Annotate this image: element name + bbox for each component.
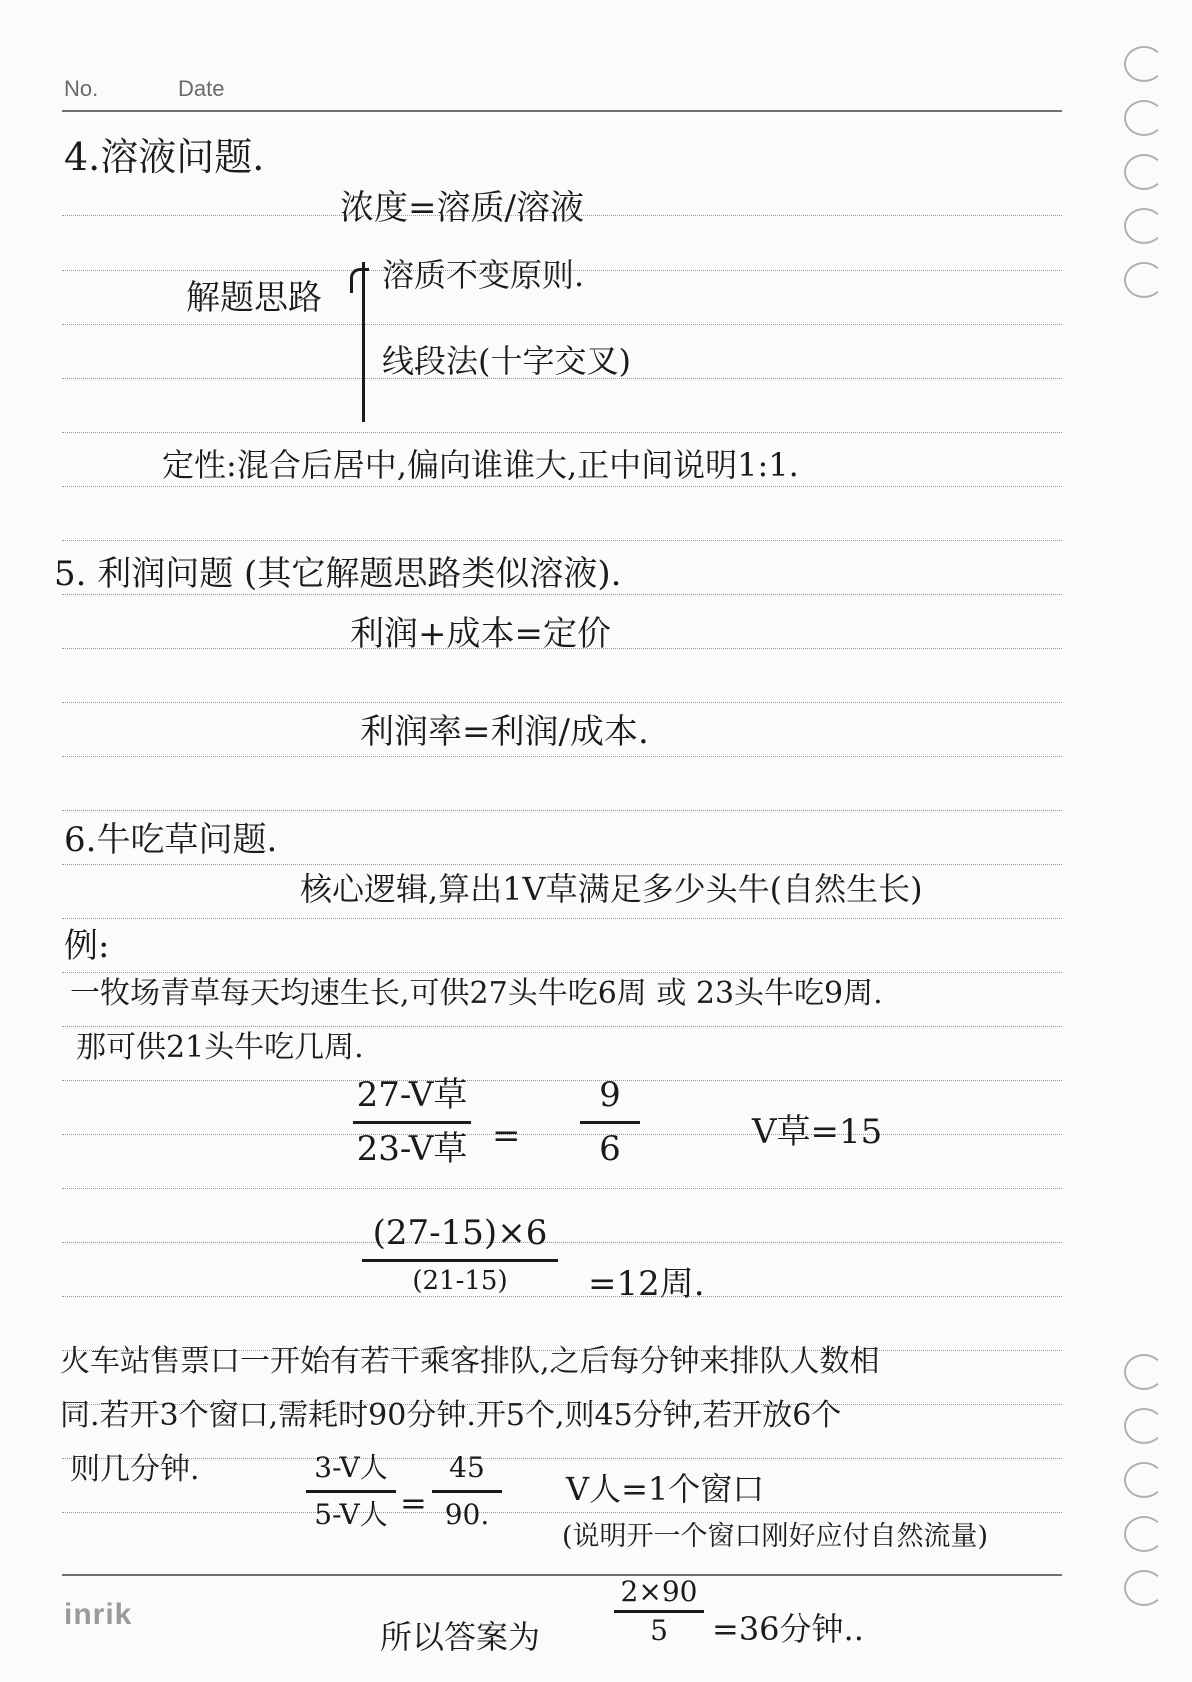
fraction-numerator: 27-V草: [356, 1075, 468, 1115]
problem-2-line-1: 火车站售票口一开始有若干乘客排队,之后每分钟来排队人数相: [60, 1344, 880, 1379]
fraction-denominator: 5-V人: [314, 1498, 388, 1532]
fraction-denominator: 5: [650, 1614, 668, 1647]
footer-rule: [62, 1574, 1062, 1576]
fraction-numerator: (27-15)×6: [372, 1213, 548, 1253]
fraction-bar: [614, 1610, 704, 1613]
ruled-line: [62, 810, 1062, 811]
ruled-line: [62, 540, 1062, 541]
header-rule: [62, 110, 1062, 112]
approach-item-2: 线段法(十字交叉): [382, 342, 631, 380]
profit-formula-1: 利润+成本=定价: [350, 614, 611, 654]
approach-label: 解题思路: [186, 278, 322, 318]
equation-2-result: =12周.: [588, 1264, 705, 1304]
binder-ring: [1124, 46, 1164, 82]
binder-ring: [1124, 262, 1164, 298]
ruled-line: [62, 918, 1062, 919]
binder-ring: [1124, 100, 1164, 136]
ruled-line: [62, 1296, 1062, 1297]
fraction-numerator: 9: [599, 1075, 621, 1115]
fraction-denominator: (21-15): [412, 1266, 508, 1297]
concentration-formula: 浓度=溶质/溶液: [340, 188, 584, 228]
binder-ring: [1124, 1354, 1164, 1390]
ruled-line: [62, 486, 1062, 487]
profit-formula-2: 利润率=利润/成本.: [360, 712, 649, 752]
answer-fraction: [614, 1575, 704, 1647]
fraction-denominator: 90.: [444, 1498, 490, 1532]
fraction-numerator: 2×90: [620, 1575, 698, 1608]
fraction-denominator: 23-V草: [356, 1129, 468, 1170]
ruled-line: [62, 1080, 1062, 1081]
answer-result: =36分钟..: [712, 1610, 864, 1648]
equation-1-left-fraction: [352, 1076, 472, 1169]
section-5-title: 5. 利润问题 (其它解题思路类似溶液).: [54, 554, 622, 594]
equation-3-result: V人=1个窗口: [566, 1470, 765, 1508]
brand-logo: inrik: [64, 1598, 133, 1631]
ruled-line: [62, 1188, 1062, 1189]
fraction-bar: [362, 1259, 558, 1262]
core-logic: 核心逻辑,算出1V草满足多少头牛(自然生长): [300, 870, 923, 908]
binder-ring: [1124, 154, 1164, 190]
qualitative-rule: 定性:混合后居中,偏向谁谁大,正中间说明1:1.: [162, 446, 799, 484]
window-note: (说明开一个窗口刚好应付自然流量): [562, 1521, 989, 1552]
ruled-line: [62, 1458, 1062, 1459]
problem-1-line-2: 那可供21头牛吃几周.: [76, 1030, 364, 1065]
binder-ring: [1124, 1516, 1164, 1552]
equation-3-left-fraction: [306, 1452, 396, 1531]
equation-3-right-fraction: [432, 1452, 502, 1531]
binder-ring: [1124, 1462, 1164, 1498]
fraction-bar: [432, 1490, 502, 1493]
fraction-bar: [580, 1121, 640, 1124]
fraction-bar: [353, 1121, 471, 1124]
fraction-numerator: 3-V人: [314, 1451, 388, 1484]
ruled-line: [62, 756, 1062, 757]
ruled-line: [62, 324, 1062, 325]
binder-ring: [1124, 1408, 1164, 1444]
section-4-title: 4.溶液问题.: [64, 135, 265, 179]
section-6-title: 6.牛吃草问题.: [64, 820, 278, 860]
ruled-line: [62, 1134, 1062, 1135]
ruled-line: [62, 702, 1062, 703]
binder-ring: [1124, 1570, 1164, 1606]
header-date-label: Date: [178, 76, 225, 101]
ruled-line: [62, 1512, 1062, 1513]
brace-line: [362, 262, 377, 422]
binder-ring: [1124, 208, 1164, 244]
fraction-numerator: 45: [449, 1451, 485, 1484]
equation-2-fraction: [360, 1213, 560, 1297]
fraction-denominator: 6: [599, 1129, 621, 1170]
equals-sign: =: [400, 1484, 427, 1522]
equation-1-right-fraction: [580, 1076, 640, 1169]
approach-item-1: 溶质不变原则.: [382, 256, 585, 294]
equation-1-result: V草=15: [752, 1112, 883, 1152]
problem-2-line-2: 同.若开3个窗口,需耗时90分钟.开5个,则45分钟,若开放6个: [60, 1398, 842, 1433]
ruled-line: [62, 432, 1062, 433]
example-label: 例:: [64, 926, 110, 966]
header-no-label: No.: [64, 76, 99, 101]
answer-prefix: 所以答案为: [380, 1618, 541, 1656]
equals-sign: =: [492, 1116, 521, 1156]
ruled-line: [62, 1242, 1062, 1243]
fraction-bar: [306, 1490, 396, 1493]
problem-1-line-1: 一牧场青草每天均速生长,可供27头牛吃6周 或 23头牛吃9周.: [70, 976, 883, 1011]
problem-2-line-3: 则几分钟.: [70, 1452, 200, 1487]
